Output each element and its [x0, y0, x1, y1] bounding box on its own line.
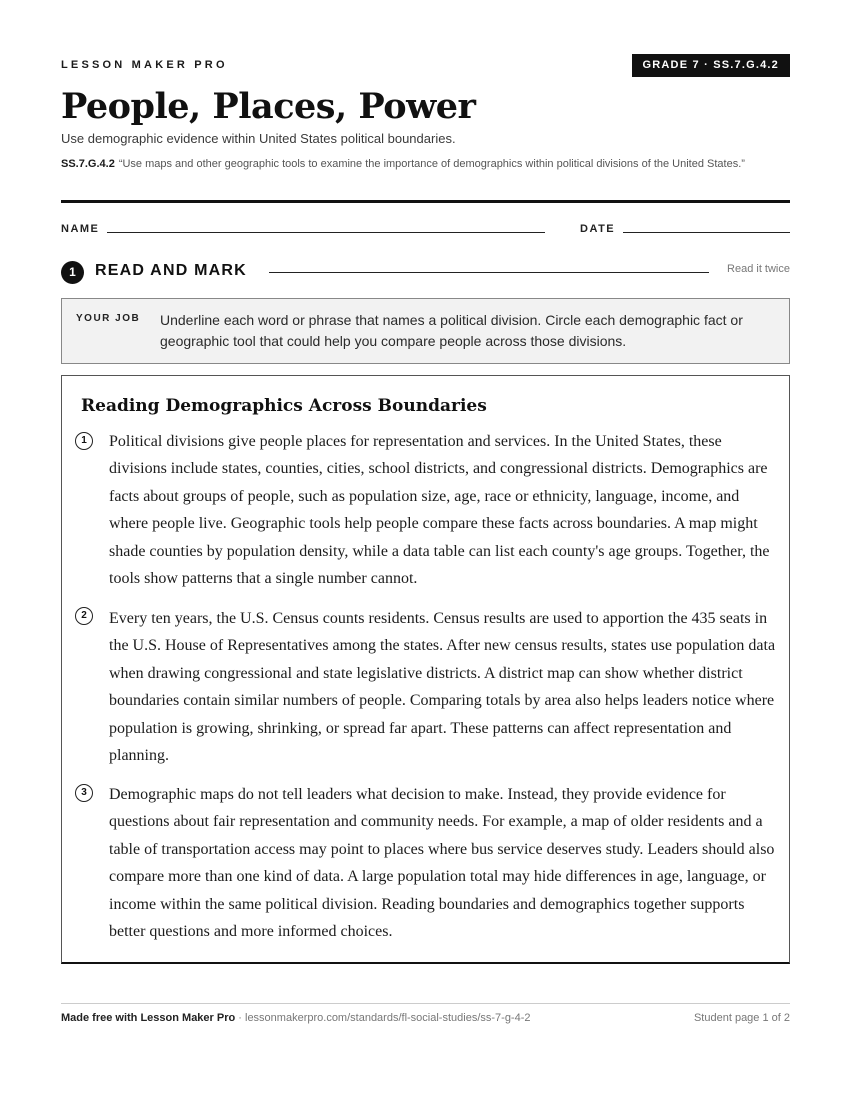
footer-made-with: Made free with Lesson Maker Pro — [61, 1012, 236, 1024]
standard-statement — [61, 156, 790, 173]
your-job-text: Underline each word or phrase that names a political division. Circle each demographic fact or geographic tool that could help you compare people across those divisions. — [160, 312, 743, 349]
paragraph-number-1: 1 — [75, 432, 93, 450]
page-title: People, Places, Power — [61, 86, 476, 127]
date-label: DATE — [580, 223, 616, 235]
brand-name: LESSON MAKER PRO — [61, 59, 228, 71]
your-job-box — [61, 298, 790, 364]
paragraph-number-2: 2 — [75, 607, 93, 625]
header-divider — [61, 200, 790, 203]
standard-text: “Use maps and other geographic tools to examine the importance of demographics within political divisions of the United States.” — [118, 158, 745, 170]
standard-code: SS.7.G.4.2 — [61, 158, 115, 170]
name-label: NAME — [61, 223, 100, 235]
date-field-line[interactable] — [623, 232, 790, 233]
your-job-label: YOUR JOB — [76, 313, 141, 324]
section-note: Read it twice — [727, 263, 790, 275]
footer-url[interactable]: lessonmakerpro.com/standards/fl-social-studies/ss-7-g-4-2 — [245, 1012, 531, 1024]
footer-separator: · — [235, 1012, 245, 1024]
footer-credit — [61, 1012, 531, 1024]
section-title: READ AND MARK — [95, 262, 247, 279]
paragraph-1: Political divisions give people places for representation and services. In the United States, these divisions include states, counties, cities, school districts, and congressional districts. Demographics are facts about groups of people, such as population size, age, race or ethnicity, language, income, and where people live. Geographic tools help people compare these facts across boundaries. A map might shade counties by population density, while a data table can list each county's age groups. Together, the tools show patterns that a single number cannot. — [109, 433, 770, 588]
paragraph-number-3: 3 — [75, 784, 93, 802]
paragraph-3: Demographic maps do not tell leaders what decision to make. Instead, they provide evidence for questions about fair representation and community needs. For example, a map of older residents and a table of transportation access may point to places where bus service deserves study. Leaders should also compare more than one kind of data. A large population total may hide differences in age, language, or income within the same political division. Reading boundaries and demographics together supports better questions and more informed choices. — [109, 786, 775, 941]
reading-passage-box — [61, 375, 790, 964]
reading-title: Reading Demographics Across Boundaries — [81, 396, 487, 416]
section-divider — [269, 272, 709, 273]
page-subtitle: Use demographic evidence within United States political boundaries. — [61, 131, 456, 146]
section-number-badge: 1 — [61, 261, 84, 284]
grade-badge: GRADE 7 · SS.7.G.4.2 — [632, 54, 790, 77]
name-field-line[interactable] — [107, 232, 545, 233]
paragraph-2: Every ten years, the U.S. Census counts residents. Census results are used to apportion the 435 seats in the U.S. House of Representatives among the states. After new census results, states use population data when drawing congressional and state legislative districts. A district map can show whether district boundaries contain similar numbers of people. Comparing totals by area also helps leaders notice where population is growing, shrinking, or spread far apart. These patterns can affect representation and planning. — [109, 610, 776, 765]
footer-divider — [61, 1003, 790, 1004]
footer-page-number: Student page 1 of 2 — [693, 1012, 790, 1024]
